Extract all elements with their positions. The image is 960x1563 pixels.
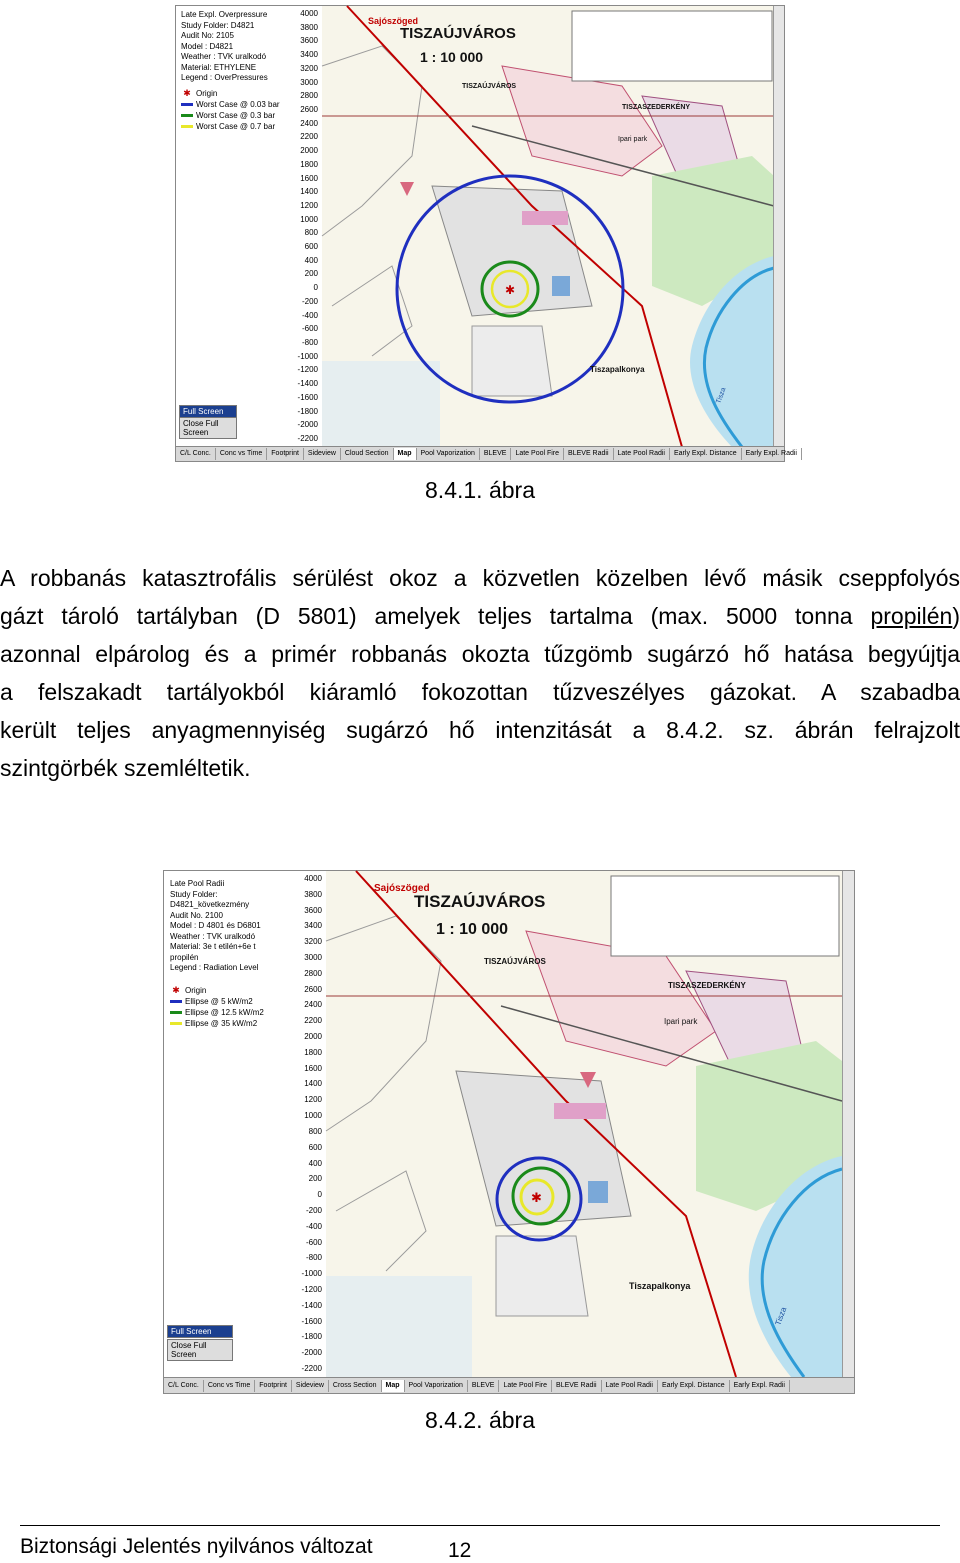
info-line: Legend : OverPressures: [181, 73, 268, 82]
footer-rule: [20, 1525, 940, 1526]
tab-early-expl-radii[interactable]: Early Expl. Radii: [742, 448, 802, 460]
y-tick-label: -1600: [301, 1316, 322, 1326]
y-tick-label: 4000: [300, 9, 318, 18]
map-label-tiszaszederkeny: TISZASZEDERKÉNY: [622, 104, 691, 111]
map-label-site: TISZAÚJVÁROS: [484, 957, 546, 966]
tab-sideview[interactable]: Sideview: [304, 448, 341, 460]
legend-label: Ellipse @ 12.5 kW/m2: [185, 1008, 264, 1017]
tab-conc-vs-time[interactable]: Conc vs Time: [204, 1380, 255, 1392]
tab-pool-vaporization[interactable]: Pool Vaporization: [417, 448, 480, 460]
y-tick-label: 1600: [300, 173, 318, 183]
figure1-caption: 8.4.1. ábra: [425, 477, 535, 503]
y-tick-label: 3400: [304, 921, 322, 931]
figure2-y-axis: [292, 871, 327, 1377]
body-paragraph: [0, 559, 960, 787]
tab-bleve[interactable]: BLEVE: [480, 448, 512, 460]
y-tick-label: 1400: [304, 1079, 322, 1089]
y-tick-label: -1400: [301, 1300, 322, 1310]
figure1-tabbar: [176, 446, 797, 461]
figure2-legend: [170, 985, 264, 1029]
legend-swatch: [181, 114, 193, 117]
tab-sideview[interactable]: Sideview: [292, 1380, 329, 1392]
y-tick-label: -600: [301, 324, 318, 334]
y-tick-label: -2000: [297, 420, 318, 430]
legend-label: Ellipse @ 5 kW/m2: [185, 997, 253, 1006]
paragraph-line: szintgörbék szemléltetik.: [0, 755, 251, 781]
tab-c-l-conc-[interactable]: C/L Conc.: [176, 448, 216, 460]
y-tick-label: -1200: [297, 365, 318, 375]
map-label-park: Ipari park: [664, 1017, 698, 1026]
tab-early-expl-distance[interactable]: Early Expl. Distance: [658, 1380, 730, 1392]
map-label-scale: 1 : 10 000: [436, 921, 509, 938]
y-tick-label: -600: [305, 1237, 322, 1247]
legend-label: Origin: [196, 89, 218, 98]
y-tick-label: 3000: [300, 77, 318, 87]
y-tick-label: 1600: [304, 1063, 322, 1073]
paragraph-line: került teljes anyagmennyiség sugárzó hő intenzitását a 8.4.2. sz. ábrán felrajzolt: [0, 717, 960, 743]
y-tick-label: 3200: [304, 937, 322, 947]
y-tick-label: 2800: [304, 968, 322, 978]
map-label-sajoszoged: Sajószöged: [368, 16, 419, 26]
close-full-screen-button[interactable]: Close Full Screen: [179, 417, 237, 439]
paragraph-line: A robbanás katasztrofális sérülést okoz a közvetlen közelben lévő másik cseppfolyós: [0, 565, 960, 591]
map-label-site: TISZAÚJVÁROS: [462, 83, 517, 90]
footer-title: Biztonsági Jelentés nyilvános változat: [20, 1535, 373, 1558]
figure2-tabbar: [164, 1377, 854, 1393]
tab-late-pool-radii[interactable]: Late Pool Radii: [602, 1380, 658, 1392]
tab-late-pool-fire[interactable]: Late Pool Fire: [499, 1380, 552, 1392]
info-line: Study Folder: D4821: [181, 20, 255, 30]
figure1-info-block: [181, 10, 268, 84]
map-label-river: Tisza: [773, 1305, 789, 1327]
y-tick-label: 800: [304, 228, 318, 238]
legend-swatch: [170, 1000, 182, 1003]
map-label-town: TISZAÚJVÁROS: [414, 892, 546, 911]
y-tick-label: -200: [305, 1205, 322, 1215]
y-tick-label: 2400: [300, 118, 318, 128]
legend-label: Worst Case @ 0.7 bar: [196, 122, 276, 131]
y-tick-label: -1800: [297, 406, 318, 416]
y-tick-label: 600: [308, 1142, 322, 1152]
tab-conc-vs-time[interactable]: Conc vs Time: [216, 448, 267, 460]
tab-map[interactable]: Map: [394, 448, 417, 460]
y-tick-label: 2000: [304, 1032, 322, 1042]
y-tick-label: -2000: [301, 1348, 322, 1358]
full-screen-button[interactable]: Full Screen: [167, 1325, 233, 1338]
figure2-caption: 8.4.2. ábra: [425, 1407, 535, 1433]
y-tick-label: 0: [317, 1190, 322, 1200]
y-tick-label: 2600: [304, 984, 322, 994]
tab-early-expl-distance[interactable]: Early Expl. Distance: [670, 448, 742, 460]
y-tick-label: -2200: [297, 434, 318, 443]
info-line: D4821_következmény: [170, 900, 250, 909]
full-screen-button[interactable]: Full Screen: [179, 405, 237, 418]
y-tick-label: -1800: [301, 1332, 322, 1342]
figure2-sidebar: [164, 871, 293, 1377]
legend-item-origin: [181, 88, 280, 99]
y-tick-label: 2000: [300, 146, 318, 156]
tab-late-pool-radii[interactable]: Late Pool Radii: [614, 448, 670, 460]
info-line: Weather : TVK uralkodó: [170, 931, 256, 941]
y-tick-label: 1800: [304, 1047, 322, 1057]
info-line: Material: ETHYLENE: [181, 62, 257, 72]
y-tick-label: 4000: [304, 874, 322, 883]
y-tick-label: -2200: [301, 1364, 322, 1373]
y-tick-label: 1400: [300, 187, 318, 197]
legend-swatch: [170, 1022, 182, 1025]
y-tick-label: 3000: [304, 953, 322, 963]
tab-pool-vaporization[interactable]: Pool Vaporization: [405, 1380, 468, 1392]
y-tick-label: -400: [305, 1221, 322, 1231]
star-icon: ✱: [172, 985, 180, 995]
tab-early-expl-radii[interactable]: Early Expl. Radii: [730, 1380, 790, 1392]
info-line: propilén: [170, 952, 199, 962]
svg-text:✱: ✱: [531, 1190, 542, 1205]
info-line: Weather : TVK uralkodó: [181, 52, 267, 61]
svg-text:✱: ✱: [505, 283, 516, 297]
y-tick-label: 200: [304, 269, 318, 279]
y-tick-label: 2800: [300, 91, 318, 101]
underlined-term: propilén: [870, 603, 953, 629]
y-tick-label: 2200: [300, 132, 318, 142]
legend-item: [170, 1007, 264, 1018]
legend-item: [170, 1018, 264, 1029]
legend-swatch: [181, 103, 193, 106]
map-label-river: Tisza: [715, 386, 728, 405]
close-full-screen-button[interactable]: Close Full Screen: [167, 1339, 233, 1361]
tab-late-pool-fire[interactable]: Late Pool Fire: [511, 448, 564, 460]
y-tick-label: 800: [308, 1126, 322, 1136]
tab-cross-section[interactable]: Cross Section: [329, 1380, 382, 1392]
info-line: Late Pool Radii: [170, 879, 225, 888]
tab-footprint[interactable]: Footprint: [267, 448, 304, 460]
y-tick-label: -400: [301, 310, 318, 320]
legend-item: [181, 99, 280, 110]
tab-footprint[interactable]: Footprint: [255, 1380, 292, 1392]
y-tick-label: 3200: [300, 63, 318, 73]
y-tick-label: 3600: [300, 36, 318, 46]
y-tick-label: 1200: [304, 1095, 322, 1105]
y-tick-label: 1000: [300, 214, 318, 224]
y-tick-label: 3800: [304, 889, 322, 899]
legend-swatch: [181, 125, 193, 128]
vertical-scrollbar[interactable]: [842, 871, 854, 1379]
y-tick-label: -1000: [301, 1269, 322, 1279]
map-graphic: [326, 871, 842, 1377]
legend-label: Worst Case @ 0.03 bar: [196, 100, 280, 109]
map-label-tiszaszederkeny: TISZASZEDERKÉNY: [668, 981, 746, 990]
info-line: Study Folder:: [170, 889, 218, 899]
figure2-map: [326, 871, 842, 1377]
y-tick-label: 1800: [300, 159, 318, 169]
y-tick-label: 3600: [304, 905, 322, 915]
figure1-map: [322, 6, 774, 447]
y-tick-label: 1000: [304, 1111, 322, 1121]
map-label-tiszapalkonya: Tiszapalkonya: [629, 1281, 691, 1291]
info-line: Model : D4821: [181, 41, 234, 51]
figure2-info-block: [170, 879, 261, 974]
paragraph-line-text: gázt tároló tartályban (D 5801) amelyek teljes tartalma (max. 5000 tonna: [0, 603, 871, 629]
info-line: Audit No: 2105: [181, 31, 234, 40]
paragraph-line: [0, 597, 960, 635]
tab-map[interactable]: Map: [382, 1380, 405, 1392]
tab-bleve[interactable]: BLEVE: [468, 1380, 500, 1392]
map-graphic: [322, 6, 774, 447]
tab-c-l-conc-[interactable]: C/L Conc.: [164, 1380, 204, 1392]
y-tick-label: 400: [304, 255, 318, 265]
legend-item: [181, 121, 280, 132]
figure1-y-axis: [294, 6, 323, 447]
y-tick-label: 2400: [304, 1000, 322, 1010]
y-tick-label: -200: [301, 296, 318, 306]
figure1-sidebar: [176, 6, 295, 447]
page-number: 12: [448, 1539, 472, 1562]
paragraph-line-tail: ): [952, 603, 960, 629]
legend-label: Worst Case @ 0.3 bar: [196, 111, 276, 120]
info-line: Audit No. 2100: [170, 910, 223, 920]
legend-label: Origin: [185, 986, 207, 995]
tab-bleve-radii[interactable]: BLEVE Radii: [552, 1380, 601, 1392]
paragraph-line: azonnal elpárolog és a primér robbanás okozta tűzgömb sugárzó hő hatása begyújtja: [0, 641, 960, 667]
map-label-tiszapalkonya: Tiszapalkonya: [590, 365, 645, 374]
map-label-park: Ipari park: [618, 136, 648, 143]
paragraph-line: a felszakadt tartályokból kiáramló fokozottan tűzveszélyes gázokat. A szabadba: [0, 679, 960, 705]
figure2-window: [163, 870, 855, 1394]
info-line: Model : D 4801 és D6801: [170, 921, 261, 930]
map-label-sajoszoged: Sajószöged: [374, 883, 430, 894]
y-tick-label: 400: [308, 1158, 322, 1168]
info-line: Late Expl. Overpressure: [181, 10, 268, 19]
y-tick-label: -1000: [297, 351, 318, 361]
y-tick-label: 3400: [300, 50, 318, 60]
y-tick-label: 3800: [300, 22, 318, 32]
info-line: Material: 3e t etilén+6e t: [170, 942, 256, 951]
tab-bleve-radii[interactable]: BLEVE Radii: [564, 448, 613, 460]
y-tick-label: 2200: [304, 1016, 322, 1026]
figure1-legend: [181, 88, 280, 132]
y-tick-label: 1200: [300, 200, 318, 210]
tab-cloud-section[interactable]: Cloud Section: [341, 448, 394, 460]
y-tick-label: 0: [313, 283, 318, 293]
y-tick-label: -800: [301, 338, 318, 348]
legend-label: Ellipse @ 35 kW/m2: [185, 1019, 258, 1028]
y-tick-label: -1400: [297, 379, 318, 389]
legend-item: [181, 110, 280, 121]
legend-swatch: [170, 1011, 182, 1014]
info-line: Legend : Radiation Level: [170, 963, 259, 972]
y-tick-label: 600: [304, 242, 318, 252]
map-label-scale: 1 : 10 000: [420, 49, 484, 65]
y-tick-label: 2600: [300, 104, 318, 114]
y-tick-label: -1200: [301, 1284, 322, 1294]
star-icon: ✱: [183, 88, 191, 98]
y-tick-label: -1600: [297, 392, 318, 402]
y-tick-label: 200: [308, 1174, 322, 1184]
legend-item-origin: [170, 985, 264, 996]
figure1-window: [175, 5, 797, 462]
y-tick-label: -800: [305, 1253, 322, 1263]
legend-item: [170, 996, 264, 1007]
vertical-scrollbar[interactable]: [773, 6, 784, 447]
map-label-town: TISZAÚJVÁROS: [400, 25, 516, 42]
